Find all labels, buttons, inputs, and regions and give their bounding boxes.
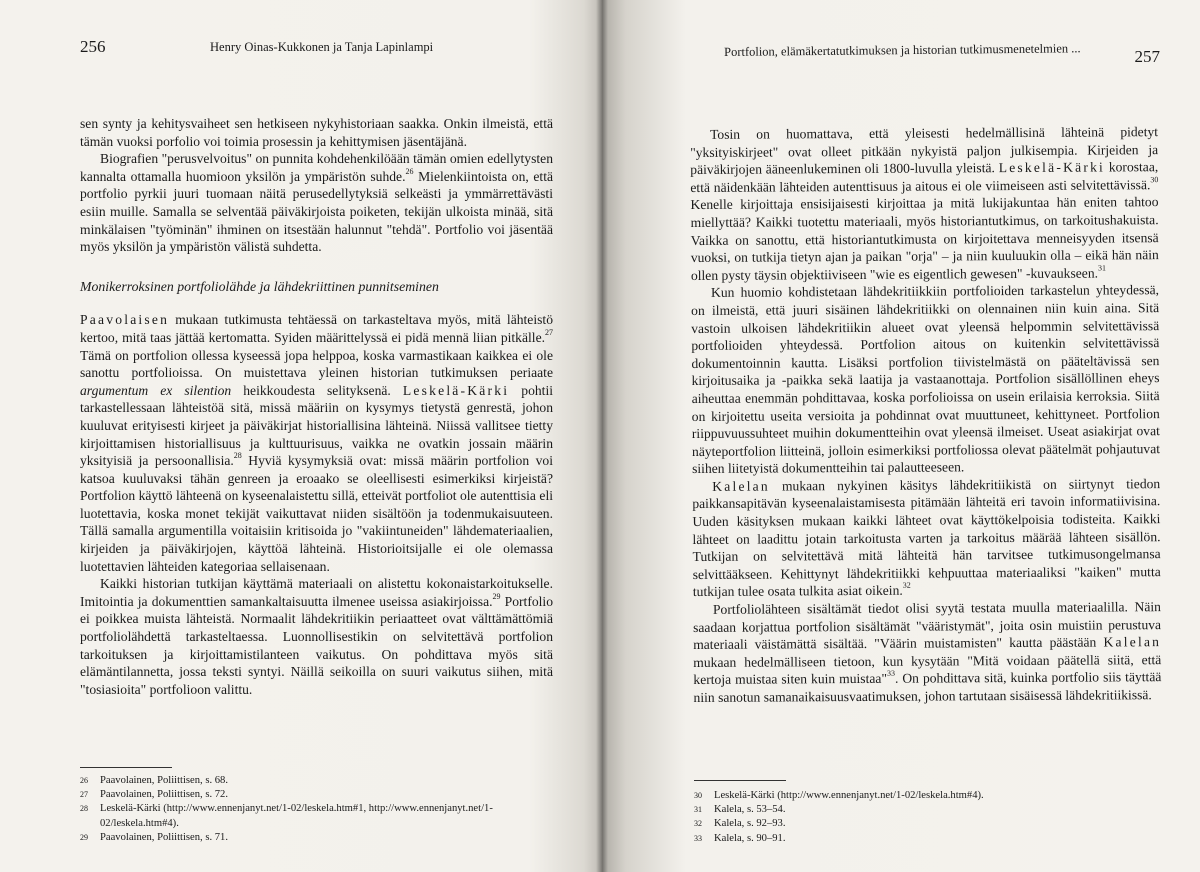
paragraph — [693, 598, 1162, 706]
text-run: mukaan hedelmälliseen tietoon, kun kysytään "Mitä voidaan päätellä siitä, että kertoja muistaa siten kuin muistaa" — [693, 651, 1162, 688]
footnote — [694, 817, 1154, 831]
footnote-ref: 28 — [233, 451, 242, 461]
text-run: pohtii tarkastellessaan lähteistöä sitä, missä määriin on kysymys tietystä genrestä, johon kuuluvat erityisesti kirjeet ja päiväkirjat historiallisina lähteinä. Niissä vallitsee tietty kirjoittamisen historiallisuus ja kulttuurisuus, vaikka ne ovatkin jossain määrin yksityisiä ja persoonallisia. — [80, 382, 553, 469]
footnote-number: 30 — [694, 791, 702, 800]
footnote-text: Leskelä-Kärki (http://www.ennenjanyt.net/1-02/leskela.htm#4). — [714, 790, 984, 801]
footnote-ref: 31 — [1097, 263, 1107, 273]
page-number: 256 — [80, 37, 106, 56]
footnote — [80, 788, 555, 802]
paragraph — [692, 475, 1161, 601]
paragraph — [690, 123, 1159, 284]
footnote-ref: 27 — [545, 327, 553, 337]
author-name: Kalelan — [1103, 634, 1162, 650]
running-head: Henry Oinas-Kukkonen ja Tanja Lapinlampi — [210, 40, 434, 54]
footnote — [694, 803, 1154, 817]
footnote-number: 27 — [80, 790, 88, 800]
footnote-number: 28 — [80, 804, 88, 814]
text-run: Kaikki historian tutkijan käyttämä materiaali on alistettu kokonaistarkoitukselle. Imitointia ja dokumenttien samankaltaisuutta ilmenee useissa asiakirjoissa. — [80, 576, 553, 609]
text-run: Portfoliolähteen sisältämät tiedot olisi syytä testata muulla materiaalilla. Näin saadaan korjattua portfolion sisältämät "vääristymät", joita osin muistiin perustuva materiaali väistämättä sisältää. "Väärin muistamisten" kautta päästään — [693, 599, 1162, 653]
text-run: heikkoudesta selityksenä. — [231, 382, 403, 398]
footnote-number: 29 — [80, 832, 88, 842]
paragraph — [80, 575, 553, 698]
text-run: Mielenkiintoista on, että portfolio pyrkii juuri tuomaan näitä perusedellytyksiä selkeästi ja ymmärrettävästi esiin muille. Samalla se selventää päiväkirjoista poiketen, tekijän ulkoista minää, sitä minkälaisen "työminän" ihminen on itsestään halunnut "tehdä". Portfolio voi jäsentää myös yksilön ja ympäristön välistä suhdetta. — [80, 168, 553, 255]
page-number: 257 — [1134, 47, 1160, 66]
footnote — [694, 789, 1154, 803]
book-gutter-shadow — [596, 0, 608, 872]
footnote-number: 26 — [80, 776, 88, 785]
text-run: Kenelle kirjoittaja ensisijaisesti kirjoittaa ja mitä lukijakuntaa hän eniten tahtoo miellyttää? Kaikki tuotettu materiaali, myös historiantutkimus, on tarkoitushakuista. Vaikka on sanottu, että historiantutkimusta on kirjoitettava menneisyyden itsensä vuoksi, on tutkija tietyn ajan ja paikan "orja" – ja niin kuuluukin olla – eikä hän näin ollen pysty täysin objektiiviseen "wie es eigentlich gewesen" -kuvaukseen. — [690, 194, 1159, 283]
footnote-text: Paavolainen, Poliittisen, s. 68. — [100, 775, 228, 786]
footnote-ref: 32 — [902, 581, 911, 591]
text-run: mukaan nykyinen käsitys lähdekritiikistä on siirtynyt tiedon paikkansapitävän kyseenalaistamisesta pitämään lähteitä eri tavoin informatiivisina. Uuden käsityksen mukaan kaikki lähteet ovat käyttökelpoisia todisteita. Kaikki lähteet on laadittu jotain tarkoitusta varten ja tarkoitus määrää lähteen sisällön. Tutkijan on selvitettävä mitä lähteitä hän tarvitsee tutkimusongelmansa selvittääkseen. Kehittynyt lähdekritiikki kehpuuttaa materiaaliksi "kaiken" mutta tutkijan tulee osata tulkita asiat oikein. — [692, 476, 1161, 600]
paragraph: sen synty ja kehitysvaiheet sen hetkiseen nykyhistoriaan saakka. Onkin ilmeistä, että tämän vuoksi porfolio voi toimia prosessin ja kehittymisen jäsentäjänä. — [80, 116, 553, 149]
paragraph — [80, 311, 553, 575]
author-name: Paavolaisen — [80, 312, 170, 328]
footnote — [80, 774, 555, 788]
footnote-divider — [80, 767, 172, 768]
latin-term: argumentum ex silention — [80, 382, 232, 398]
author-name: Leskelä-Kärki — [402, 382, 510, 398]
footnote-ref: 33 — [886, 669, 895, 679]
footnote-text: Kalela, s. 92–93. — [714, 818, 786, 830]
footnote-text: Kalela, s. 53–54. — [714, 804, 786, 816]
right-body-text — [690, 123, 1162, 706]
text-run: Biografien "perusvelvoitus" on punnita kohdehenkilöään tämän omien edellytysten kannalta ottamalla huomioon yksilön ja ympäristön suhde. — [80, 151, 553, 184]
footnote-ref: 29 — [492, 591, 501, 601]
running-head: Portfolion, elämäkertatutkimuksen ja historian tutkimusmenetelmien ... — [724, 41, 1081, 59]
section-heading: Monikerroksinen portfoliolähde ja lähdekriittinen punnitseminen — [80, 278, 439, 294]
text-run: Portfolio ei poikkea muista lähteistä. Normaalit lähdekritiikin periaatteet ovat välttämättömiä portfoliolähdettä tarkasteltaessa. Luonnollisestikin on selvitettävä portfolion tarkoituksen ja kirjoittamistilanteen vaikutus. On pohdittava myös sitä elämäntilannetta, jossa teksti syntyi. Näillä seikoilla on suuri vaikutus siihen, mitä "tosiasioita" portfolioon valittu. — [80, 593, 554, 697]
footnote-ref: 30 — [1150, 174, 1159, 184]
right-footnotes — [694, 789, 1154, 846]
text-run: Tämä on portfolion ollessa kyseessä jopa helppoa, koska varmastikaan kaikkea ei ole sanottu portfolioissa. On muistettava yleinen historian tutkimuksen periaate — [80, 347, 553, 381]
text-run: Tosin on huomattava, että yleisesti hedelmällisinä lähteinä pidetyt "yksityiskirjeet" ovat olleet pitkään nykyistä paljon julkisempia. Kirjeiden ja päiväkirjojen ääneenlukeminen oli 1800-luvulla yleistä. — [690, 124, 1159, 178]
author-name: Leskelä-Kärki — [998, 159, 1106, 176]
right-page — [602, 0, 1200, 872]
footnote-number: 31 — [694, 805, 702, 815]
footnote-text: Kalela, s. 90–91. — [714, 832, 786, 844]
text-run: Hyviä kysymyksiä ovat: missä määrin portfolion voi katsoa kuuluvaksi tähän genreen ja eroaako se oleellisesti esimerkiksi kirjeistä? Portfolion käyttö lähteenä on kyseenalaistettu sillä, etteivät portfoliot ole autenttisia eli luotettavia, koska monet tekijät vaikuttavat niiden sisältöön ja todenmukaisuuteen. Tällä samalla argumentilla voitaisiin kritisoida jo "vakiintuneiden" lähdemateriaalien, kirjeiden ja päiväkirjojen, käyttöä lähteinä. Historioitsijalle ei ole olemassa luotettavien lähteiden kategoriaa sellaisenaan. — [80, 453, 553, 574]
footnote — [694, 832, 1154, 846]
footnote — [80, 802, 555, 830]
paragraph — [80, 150, 553, 256]
text-run: korostaa, että näidenkään lähteiden autenttisuus ja aitous ei ole viimeiseen asti selvitettävissä. — [690, 159, 1159, 195]
footnote-divider — [694, 780, 786, 781]
text-run: mukaan tutkimusta tehtäessä on tarkasteltava myös, mitä lähteistö kertoo, mitä taas jättää kertomatta. Syiden määrittelyssä ei pidä mennä liian pitkälle. — [80, 312, 553, 345]
footnote-number: 32 — [694, 819, 702, 829]
left-footnotes — [80, 774, 555, 845]
footnote — [80, 831, 555, 845]
left-body-text — [80, 115, 553, 698]
footnote-text: Leskelä-Kärki (http://www.ennenjanyt.net/1-02/leskela.htm#1, http://www.ennenjanyt.net/1-02/leskela.htm#4). — [100, 803, 493, 829]
footnote-ref: 26 — [405, 166, 414, 176]
author-name: Kalelan — [712, 478, 770, 494]
paragraph: Kun huomio kohdistetaan lähdekritiikkiin portfolioiden tarkastelun yhteydessä, on ilmeistä, että juuri sisäinen lähdekritiikki on olennainen niin kuin aina. Sitä vastoin ulkoisen lähdekritiikin alueet ovat yleensä helpommin selvitettävissä portfolioiden yhteydessä. Portfolion aitous on kuitenkin selvitettävissä dokumentoinnin kautta. Lisäksi portfolion tiivistelmästä on pääteltävissä sen kirjoitusaika ja -paikka sekä laatija ja vastaanottaja. Portfolion sisällöllinen eheys aiheuttaa enemmän pohdittavaa, koska porfolioissa on usein erilaisia kerroksia. Siitä on kirjoitettu useita versioita ja pohdinnat ovat muuttuneet, kehittyneet. Portfolion riippuvuussuhteet muihin dokumentteihin ovat yleensä ilmeiset. Useat asiakirjat ovat näyteportfolion liitteinä, jolloin esimerkiksi portfoliossa olevat päätelmät pohjautuvat siihen liitetyistä dokumentteihin tai palautteeseen. — [691, 282, 1161, 477]
footnote-text: Paavolainen, Poliittisen, s. 71. — [100, 831, 228, 843]
footnote-text: Paavolainen, Poliittisen, s. 72. — [100, 789, 228, 801]
footnote-number: 33 — [694, 833, 702, 843]
text-run: . On pohdittava sitä, kuinka portfolio siis täyttää niin sanotun samanaikaisuusvaatimuksen, johon tartutaan sisäisessä lähdekritiikissä. — [693, 669, 1162, 705]
